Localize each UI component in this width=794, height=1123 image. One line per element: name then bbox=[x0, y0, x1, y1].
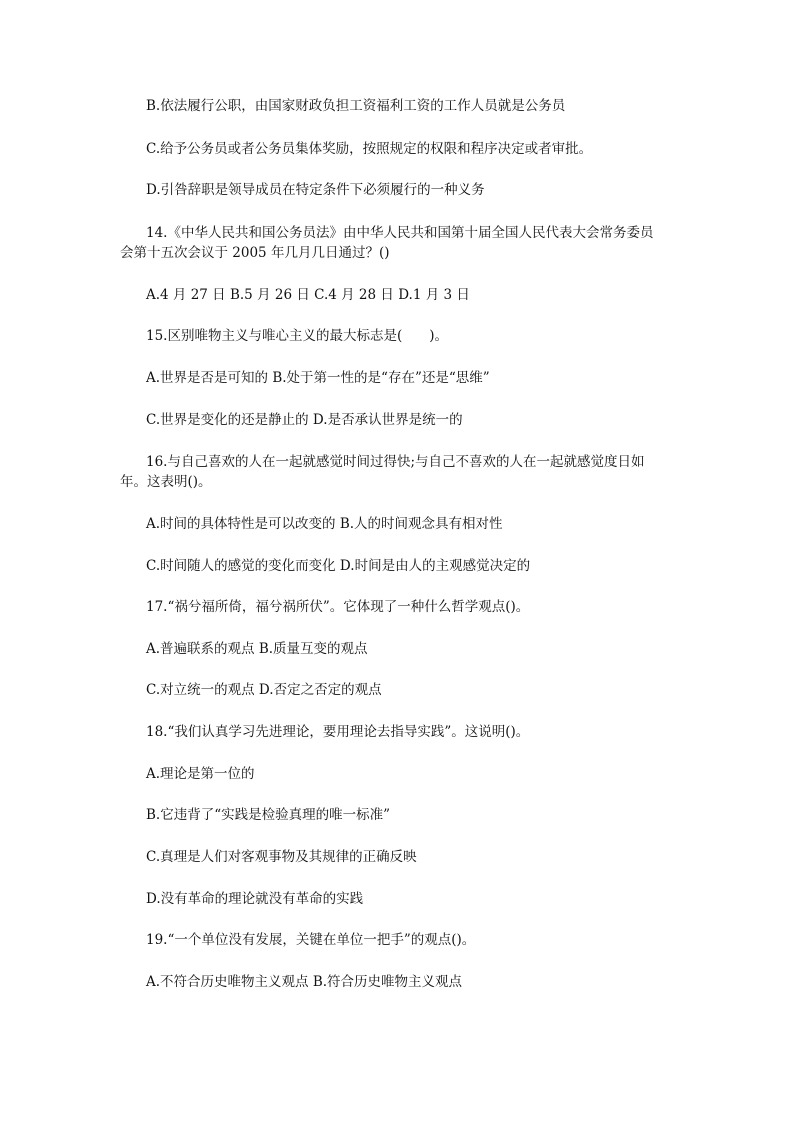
options-17-cd: C.对立统一的观点 D.否定之否定的观点 bbox=[146, 682, 382, 698]
question-15: 15.区别唯物主义与唯心主义的最大标志是( )。 bbox=[146, 328, 449, 344]
question-18: 18.“我们认真学习先进理论，要用理论去指导实践”。这说明()。 bbox=[146, 724, 530, 740]
options-16-cd: C.时间随人的感觉的变化而变化 D.时间是由人的主观感觉决定的 bbox=[146, 558, 531, 574]
question-19: 19.“一个单位没有发展，关键在单位一把手”的观点()。 bbox=[146, 932, 476, 948]
option-13c: C.给予公务员或者公务员集体奖励，按照规定的权限和程序决定或者审批。 bbox=[146, 141, 593, 157]
options-15-cd: C.世界是变化的还是静止的 D.是否承认世界是统一的 bbox=[146, 412, 463, 428]
question-16-line-1: 16.与自己喜欢的人在一起就感觉时间过得快;与自己不喜欢的人在一起就感觉度日如 bbox=[146, 454, 645, 470]
options-16-ab: A.时间的具体特性是可以改变的 B.人的时间观念具有相对性 bbox=[146, 516, 503, 532]
options-15-ab: A.世界是否是可知的 B.处于第一性的是“存在”还是“思维” bbox=[146, 370, 490, 386]
question-14-line-2: 会第十五次会议于 2005 年几月几日通过？() bbox=[120, 245, 390, 261]
option-13d: D.引咎辞职是领导成员在特定条件下必须履行的一种义务 bbox=[146, 182, 485, 198]
options-17-ab: A.普遍联系的观点 B.质量互变的观点 bbox=[146, 641, 368, 657]
options-19-ab: A.不符合历史唯物主义观点 B.符合历史唯物主义观点 bbox=[146, 974, 463, 990]
option-18c: C.真理是人们对客观事物及其规律的正确反映 bbox=[146, 849, 417, 865]
question-14-line-1: 14.《中华人民共和国公务员法》由中华人民共和国第十届全国人民代表大会常务委员 bbox=[146, 225, 654, 241]
option-18d: D.没有革命的理论就没有革命的实践 bbox=[146, 891, 364, 907]
option-18b: B.它违背了“实践是检验真理的唯一标准” bbox=[146, 807, 391, 823]
question-16-line-2: 年。这表明()。 bbox=[120, 474, 212, 490]
options-14: A.4 月 27 日 B.5 月 26 日 C.4 月 28 日 D.1 月 3 日 bbox=[146, 287, 470, 303]
option-18a: A.理论是第一位的 bbox=[146, 766, 255, 782]
question-17: 17.“祸兮福所倚，福兮祸所伏”。它体现了一种什么哲学观点()。 bbox=[146, 599, 530, 615]
option-13b: B.依法履行公职，由国家财政负担工资福利工资的工作人员就是公务员 bbox=[146, 98, 566, 114]
